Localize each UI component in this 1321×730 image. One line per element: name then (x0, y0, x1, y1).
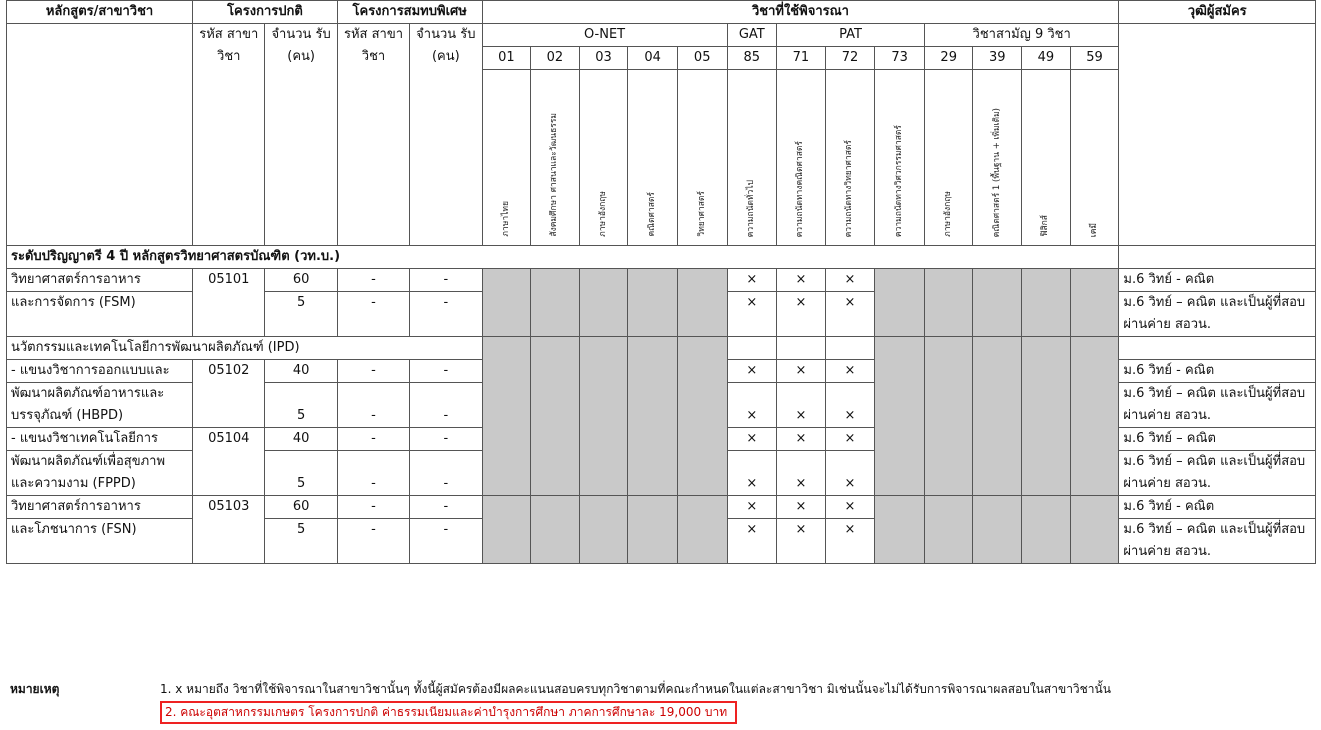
program-name: - แขนงวิชาการออกแบบและ (7, 360, 193, 383)
header-regular-code: รหัส สาขา วิชา (193, 24, 265, 246)
subject-code: 29 (924, 47, 973, 70)
program-code: 05103 (193, 496, 265, 564)
program-name: และโภชนาการ (FSN) (7, 519, 193, 564)
check-mark: × (825, 292, 875, 337)
seat-count: 60 (265, 269, 337, 292)
seat-count: 5 (265, 383, 337, 428)
note-2-highlighted: 2. คณะอุตสาหกรรมเกษตร โครงการปกติ ค่าธรรมเนียมและค่าบำรุงการศึกษา ภาคการศึกษาละ 19,000 บาท (160, 701, 737, 724)
check-mark: × (777, 428, 826, 451)
check-mark: × (727, 451, 777, 496)
subject-name: คณิตศาสตร์ (647, 192, 658, 237)
header-regular: โครงการปกติ (193, 1, 338, 24)
subject-name: ความถนัดทางคณิตศาสตร์ (795, 140, 806, 237)
check-mark: × (727, 383, 777, 428)
program-code: 05104 (193, 428, 265, 496)
check-mark: × (727, 269, 777, 292)
subject-name: ภาษาอังกฤษ (943, 191, 954, 237)
subject-name: ภาษาอังกฤษ (597, 191, 608, 237)
qualification: ม.6 วิทย์ – คณิต และเป็นผู้ที่สอบผ่านค่าย สอวน. (1119, 292, 1316, 337)
subject-name: ภาษาไทย (500, 201, 511, 237)
check-mark: × (777, 360, 826, 383)
program-code: 05102 (193, 360, 265, 428)
subject-code: 85 (727, 47, 777, 70)
seat-count: 5 (265, 292, 337, 337)
table-row: - แขนงวิชาการออกแบบและ 05102 40 - - × × × ม.6 วิทย์ - คณิต (7, 360, 1316, 383)
check-mark: × (825, 496, 875, 519)
table-row: วิทยาศาสตร์การอาหาร 05103 60 - - × × × ม.6 วิทย์ - คณิต (7, 496, 1316, 519)
check-mark: × (777, 451, 826, 496)
subject-code: 71 (777, 47, 826, 70)
check-mark: × (825, 519, 875, 564)
table-row: และโภชนาการ (FSN) 5 - - × × × ม.6 วิทย์ – คณิต และเป็นผู้ที่สอบผ่านค่าย สอวน. (7, 519, 1316, 564)
check-mark: × (727, 292, 777, 337)
check-mark: × (777, 496, 826, 519)
qualification: ม.6 วิทย์ – คณิต และเป็นผู้ที่สอบผ่านค่าย สอวน. (1119, 451, 1316, 496)
section-title: ระดับปริญญาตรี 4 ปี หลักสูตรวิทยาศาสตรบัณฑิต (วท.บ.) (7, 246, 1119, 269)
program-code: 05101 (193, 269, 265, 337)
subject-code: 72 (825, 47, 875, 70)
header-special: โครงการสมทบพิเศษ (337, 1, 482, 24)
check-mark: × (825, 269, 875, 292)
subject-code: 39 (973, 47, 1022, 70)
header-onet: O-NET (482, 24, 727, 47)
check-mark: × (777, 519, 826, 564)
subject-code: 49 (1022, 47, 1071, 70)
admission-table-wrapper (6, 0, 1316, 564)
check-mark: × (825, 360, 875, 383)
subject-code: 02 (531, 47, 580, 70)
notes-label: หมายเหตุ (10, 682, 60, 696)
seat-count: 5 (265, 519, 337, 564)
header-qualification: วุฒิผู้สมัคร (1119, 1, 1316, 24)
table-row: - แขนงวิชาเทคโนโลยีการ 05104 40 - - × × × ม.6 วิทย์ – คณิต (7, 428, 1316, 451)
check-mark: × (825, 451, 875, 496)
check-mark: × (727, 496, 777, 519)
subject-name: ความถนัดทางวิศวกรรมศาสตร์ (894, 124, 905, 237)
seat-count: 5 (265, 451, 337, 496)
check-mark: × (825, 428, 875, 451)
subject-code: 01 (482, 47, 531, 70)
program-name: - แขนงวิชาเทคโนโลยีการ (7, 428, 193, 451)
header-gat: GAT (727, 24, 777, 47)
subject-code: 05 (677, 47, 727, 70)
header-pat: PAT (777, 24, 925, 47)
check-mark: × (777, 383, 826, 428)
check-mark: × (727, 519, 777, 564)
subject-code: 03 (579, 47, 628, 70)
check-mark: × (777, 292, 826, 337)
header-program: หลักสูตร/สาขาวิชา (7, 1, 193, 24)
table-row: พัฒนาผลิตภัณฑ์เพื่อสุขภาพ และความงาม (FPPD) 5 - - × × × ม.6 วิทย์ – คณิต และเป็นผู้ที่สอบผ่านค่าย สอวน. (7, 451, 1316, 496)
subject-code: 04 (628, 47, 678, 70)
qualification: ม.6 วิทย์ – คณิต และเป็นผู้ที่สอบผ่านค่าย สอวน. (1119, 519, 1316, 564)
note-1: 1. x หมายถึง วิชาที่ใช้พิจารณาในสาขาวิชานั้นๆ ทั้งนี้ผู้สมัครต้องมีผลคะแนนสอบครบทุกวิชาตามที่คณะกำหนดในแต่ละสาขาวิชา มิเช่นนั้นจะไม่ได้รับการพิจารณาผลสอบในสาขาวิชานั้น (160, 682, 1111, 696)
subject-name: สังคมศึกษา ศาสนาและวัฒนธรรม (549, 113, 560, 237)
table-row (7, 337, 1316, 360)
check-mark: × (727, 428, 777, 451)
header-nine: วิชาสามัญ 9 วิชา (924, 24, 1119, 47)
table-row: วิทยาศาสตร์การอาหาร 05101 60 - - × × × ม.6 วิทย์ - คณิต (7, 269, 1316, 292)
table-row: และการจัดการ (FSM) 5 - - × × × ม.6 วิทย์ – คณิต และเป็นผู้ที่สอบผ่านค่าย สอวน. (7, 292, 1316, 337)
header-subjects: วิชาที่ใช้พิจารณา (482, 1, 1119, 24)
program-name: พัฒนาผลิตภัณฑ์อาหารและ บรรจุภัณฑ์ (HBPD) (7, 383, 193, 428)
header-special-count: จำนวน รับ (คน) (410, 24, 482, 246)
program-name: พัฒนาผลิตภัณฑ์เพื่อสุขภาพ และความงาม (FPPD) (7, 451, 193, 496)
seat-count: 40 (265, 360, 337, 383)
subject-name: ความถนัดทั่วไป (746, 179, 757, 237)
check-mark: × (777, 269, 826, 292)
qualification: ม.6 วิทย์ - คณิต (1119, 269, 1316, 292)
program-name: วิทยาศาสตร์การอาหาร (7, 496, 193, 519)
subject-code: 73 (875, 47, 925, 70)
qualification: ม.6 วิทย์ - คณิต (1119, 360, 1316, 383)
program-group: นวัตกรรมและเทคโนโลยีการพัฒนาผลิตภัณฑ์ (IPD) (7, 337, 483, 360)
subject-code: 59 (1070, 47, 1119, 70)
qualification: ม.6 วิทย์ – คณิต และเป็นผู้ที่สอบผ่านค่าย สอวน. (1119, 383, 1316, 428)
seat-count: 60 (265, 496, 337, 519)
table-row: พัฒนาผลิตภัณฑ์อาหารและ บรรจุภัณฑ์ (HBPD) 5 - - × × × ม.6 วิทย์ – คณิต และเป็นผู้ที่สอบผ่านค่าย สอวน. (7, 383, 1316, 428)
check-mark: × (727, 360, 777, 383)
qualification: ม.6 วิทย์ – คณิต (1119, 428, 1316, 451)
header-regular-count: จำนวน รับ (คน) (265, 24, 337, 246)
program-name: วิทยาศาสตร์การอาหาร (7, 269, 193, 292)
seat-count: 40 (265, 428, 337, 451)
header-special-code: รหัส สาขา วิชา (337, 24, 409, 246)
subject-name: ความถนัดทางวิทยาศาสตร์ (844, 139, 855, 237)
check-mark: × (825, 383, 875, 428)
subject-name: วิทยาศาสตร์ (696, 191, 707, 237)
qualification: ม.6 วิทย์ - คณิต (1119, 496, 1316, 519)
program-name: และการจัดการ (FSM) (7, 292, 193, 337)
subject-name: คณิตศาสตร์ 1 (พื้นฐาน + เพิ่มเติม) (991, 107, 1002, 237)
subject-name: ฟิสิกส์ (1040, 215, 1051, 237)
subject-name: เคมี (1089, 222, 1100, 237)
admission-table (6, 0, 1316, 564)
